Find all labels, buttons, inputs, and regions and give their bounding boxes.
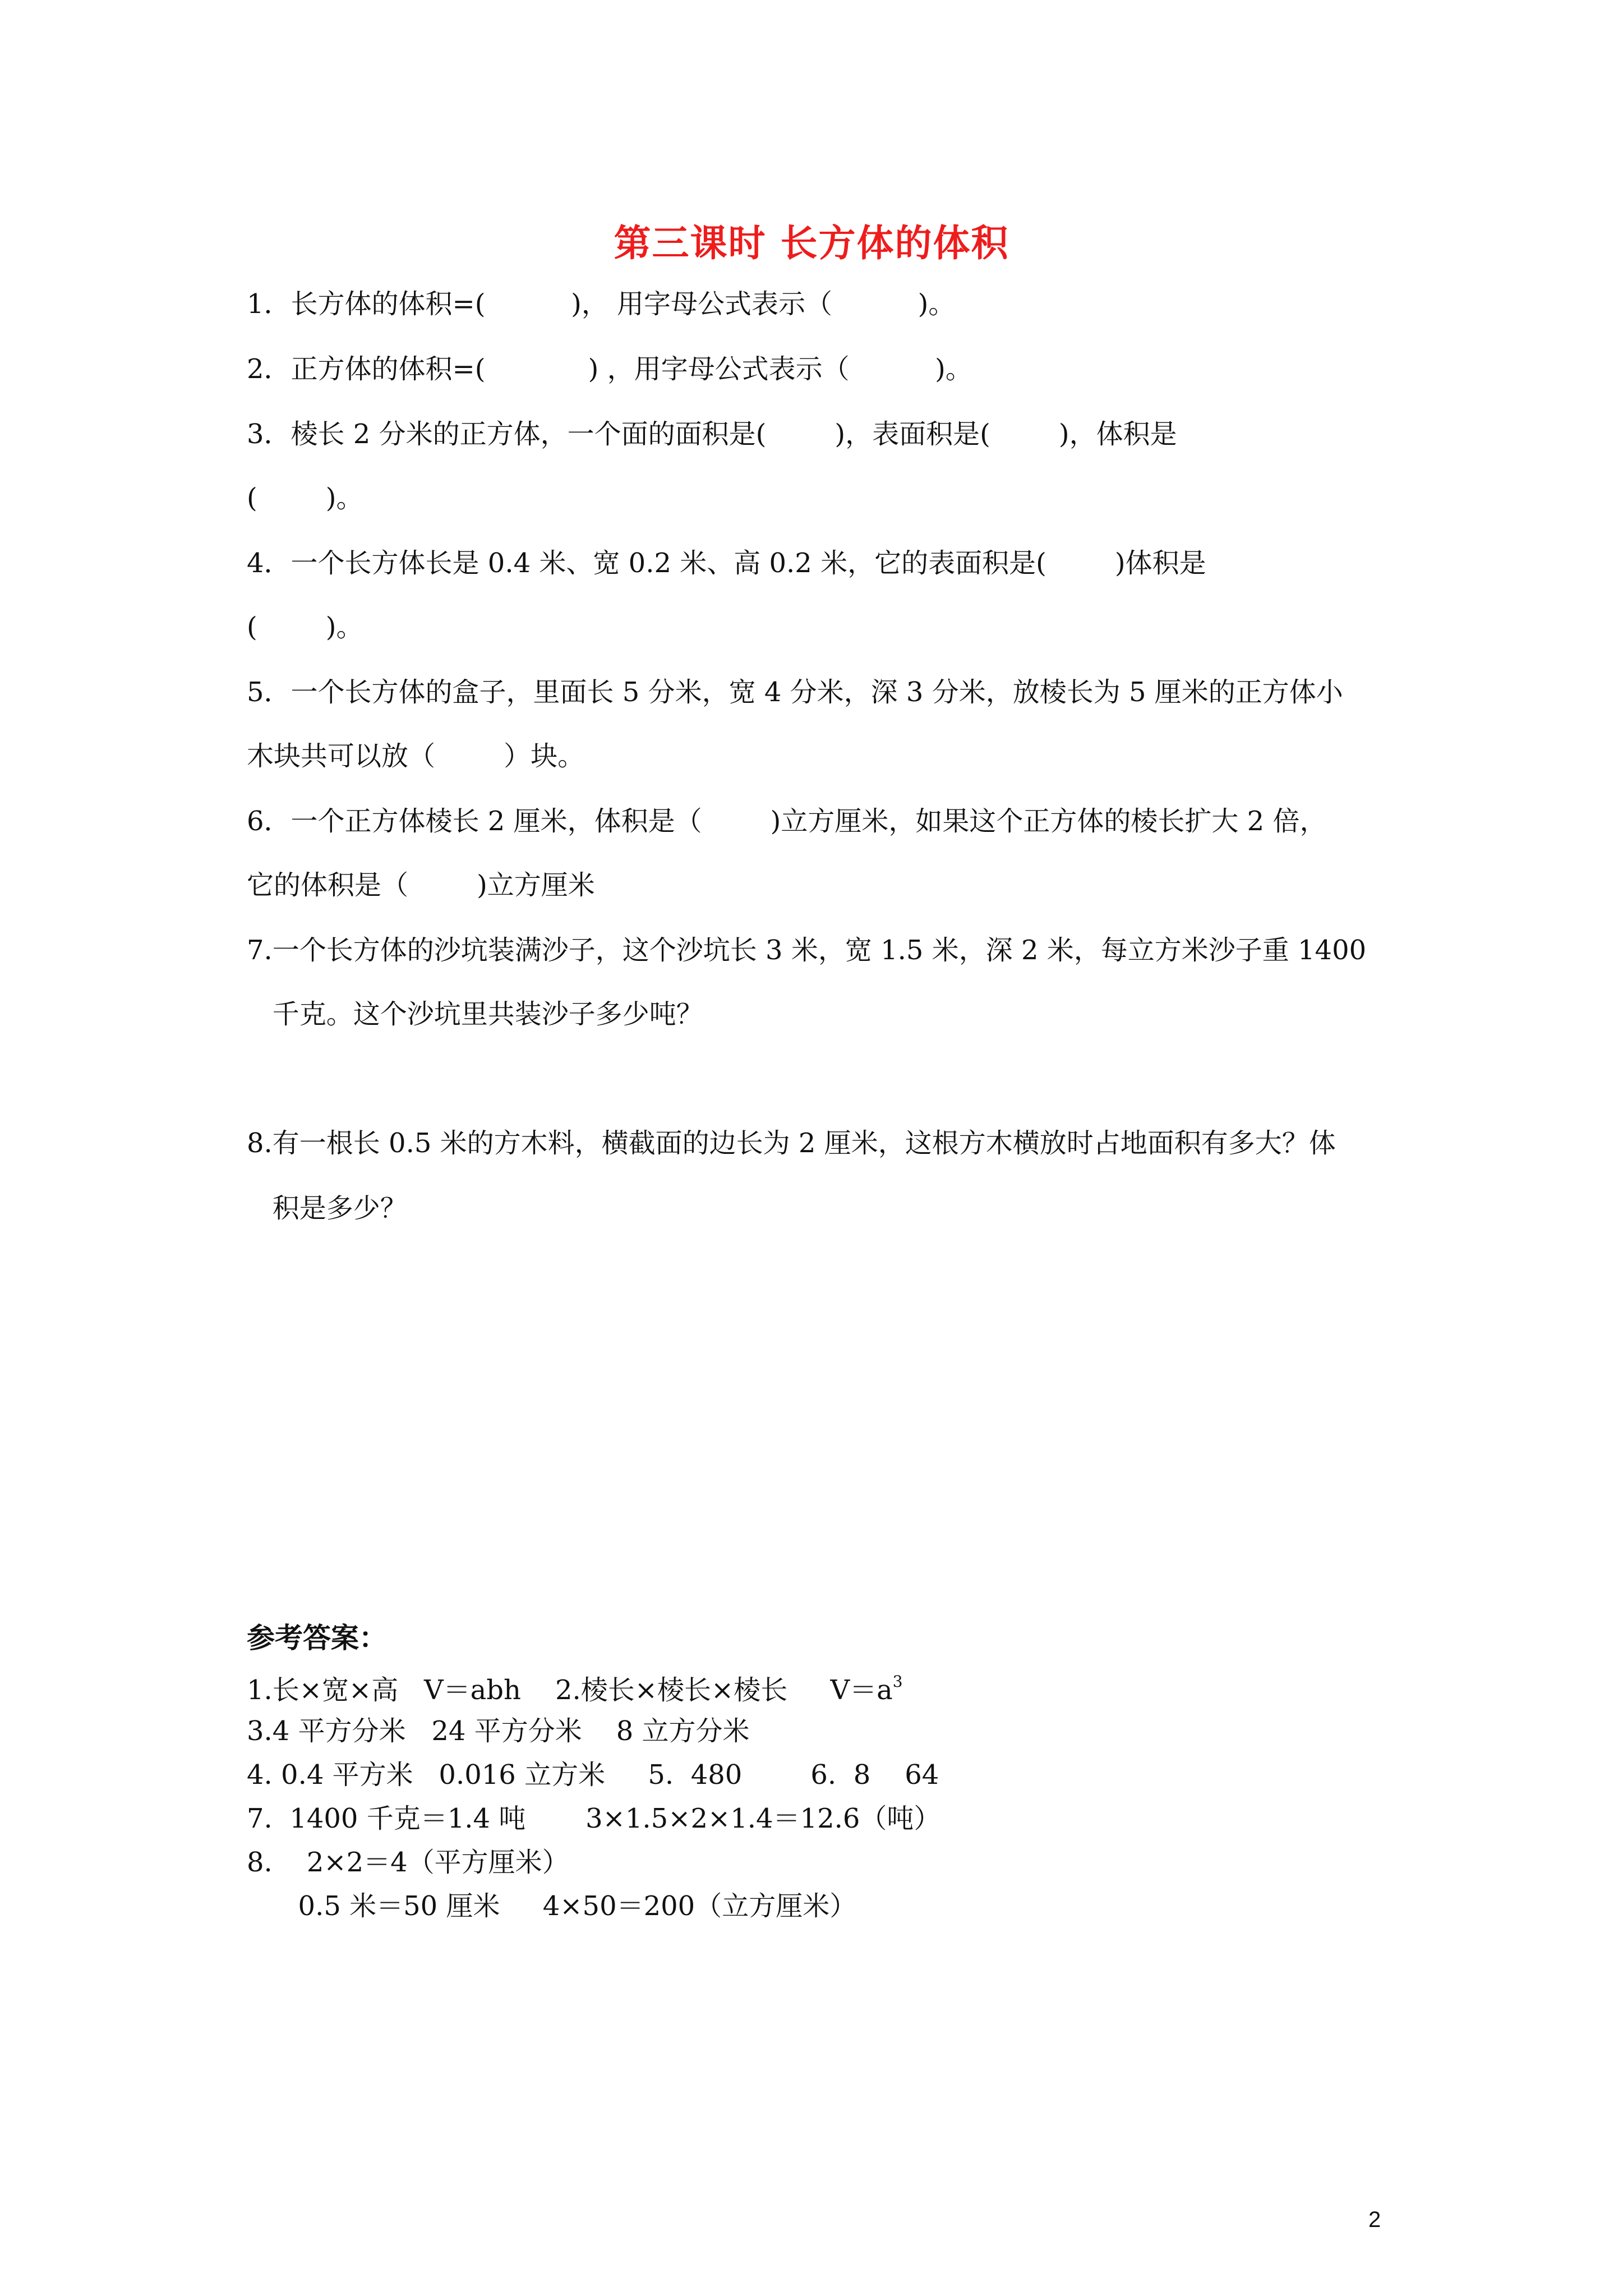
page-title: 第三课时 长方体的体积 <box>614 222 1009 265</box>
answer-line-5: 8. 2×2＝4（平方厘米） <box>247 1847 569 1878</box>
question-2: 2．正方体的体积=( ) ，用字母公式表示（ )。 <box>247 353 972 385</box>
answer-line-6: 0.5 米＝50 厘米 4×50＝200（立方厘米） <box>247 1890 857 1922</box>
question-5-line-1: 5．一个长方体的盒子，里面长 5 分米，宽 4 分米，深 3 分米，放棱长为 5 厘米的正方体小 <box>247 677 1343 708</box>
question-3-line-2: ( )。 <box>247 482 363 514</box>
question-3-line-1: 3．棱长 2 分米的正方体，一个面的面积是( )，表面积是( )，体积是 <box>247 418 1177 450</box>
page-number: 2 <box>1368 2207 1381 2232</box>
answer-line-3: 4. 0.4 平方米 0.016 立方米 5. 480 6. 8 64 <box>247 1759 939 1791</box>
answer-line-4: 7. 1400 千克＝1.4 吨 3×1.5×2×1.4＝12.6（吨） <box>247 1803 941 1834</box>
question-5-line-2: 木块共可以放（ ）块。 <box>247 740 585 772</box>
question-8-line-2: 积是多少？ <box>247 1193 407 1224</box>
superscript-3: 3 <box>892 1672 903 1691</box>
answer-line-1 <box>247 1674 903 1704</box>
question-7-line-2: 千克。这个沙坑里共装沙子多少吨？ <box>247 999 703 1030</box>
question-8-line-1: 8.有一根长 0.5 米的方木料，横截面的边长为 2 厘米，这根方木横放时占地面积有多大？体 <box>247 1128 1336 1159</box>
question-6-line-1: 6．一个正方体棱长 2 厘米，体积是（ )立方厘米，如果这个正方体的棱长扩大 2 倍， <box>247 806 1327 837</box>
question-1: 1．长方体的体积=( )， 用字母公式表示（ )。 <box>247 288 956 320</box>
question-4-line-2: ( )。 <box>247 611 363 643</box>
question-4-line-1: 4．一个长方体长是 0.4 米、宽 0.2 米、高 0.2 米，它的表面积是( )体积是 <box>247 547 1206 579</box>
answer-line-2: 3.4 平方分米 24 平方分米 8 立方分米 <box>247 1715 750 1747</box>
answer-line-1-text: 1.长×宽×高 V＝abh 2.棱长×棱长×棱长 V＝a <box>247 1674 893 1706</box>
question-6-line-2: 它的体积是（ )立方厘米 <box>247 869 595 901</box>
question-7-line-1: 7.一个长方体的沙坑装满沙子，这个沙坑长 3 米，宽 1.5 米，深 2 米，每立方米沙子重 1400 <box>247 935 1367 966</box>
answer-heading: 参考答案： <box>247 1622 387 1654</box>
